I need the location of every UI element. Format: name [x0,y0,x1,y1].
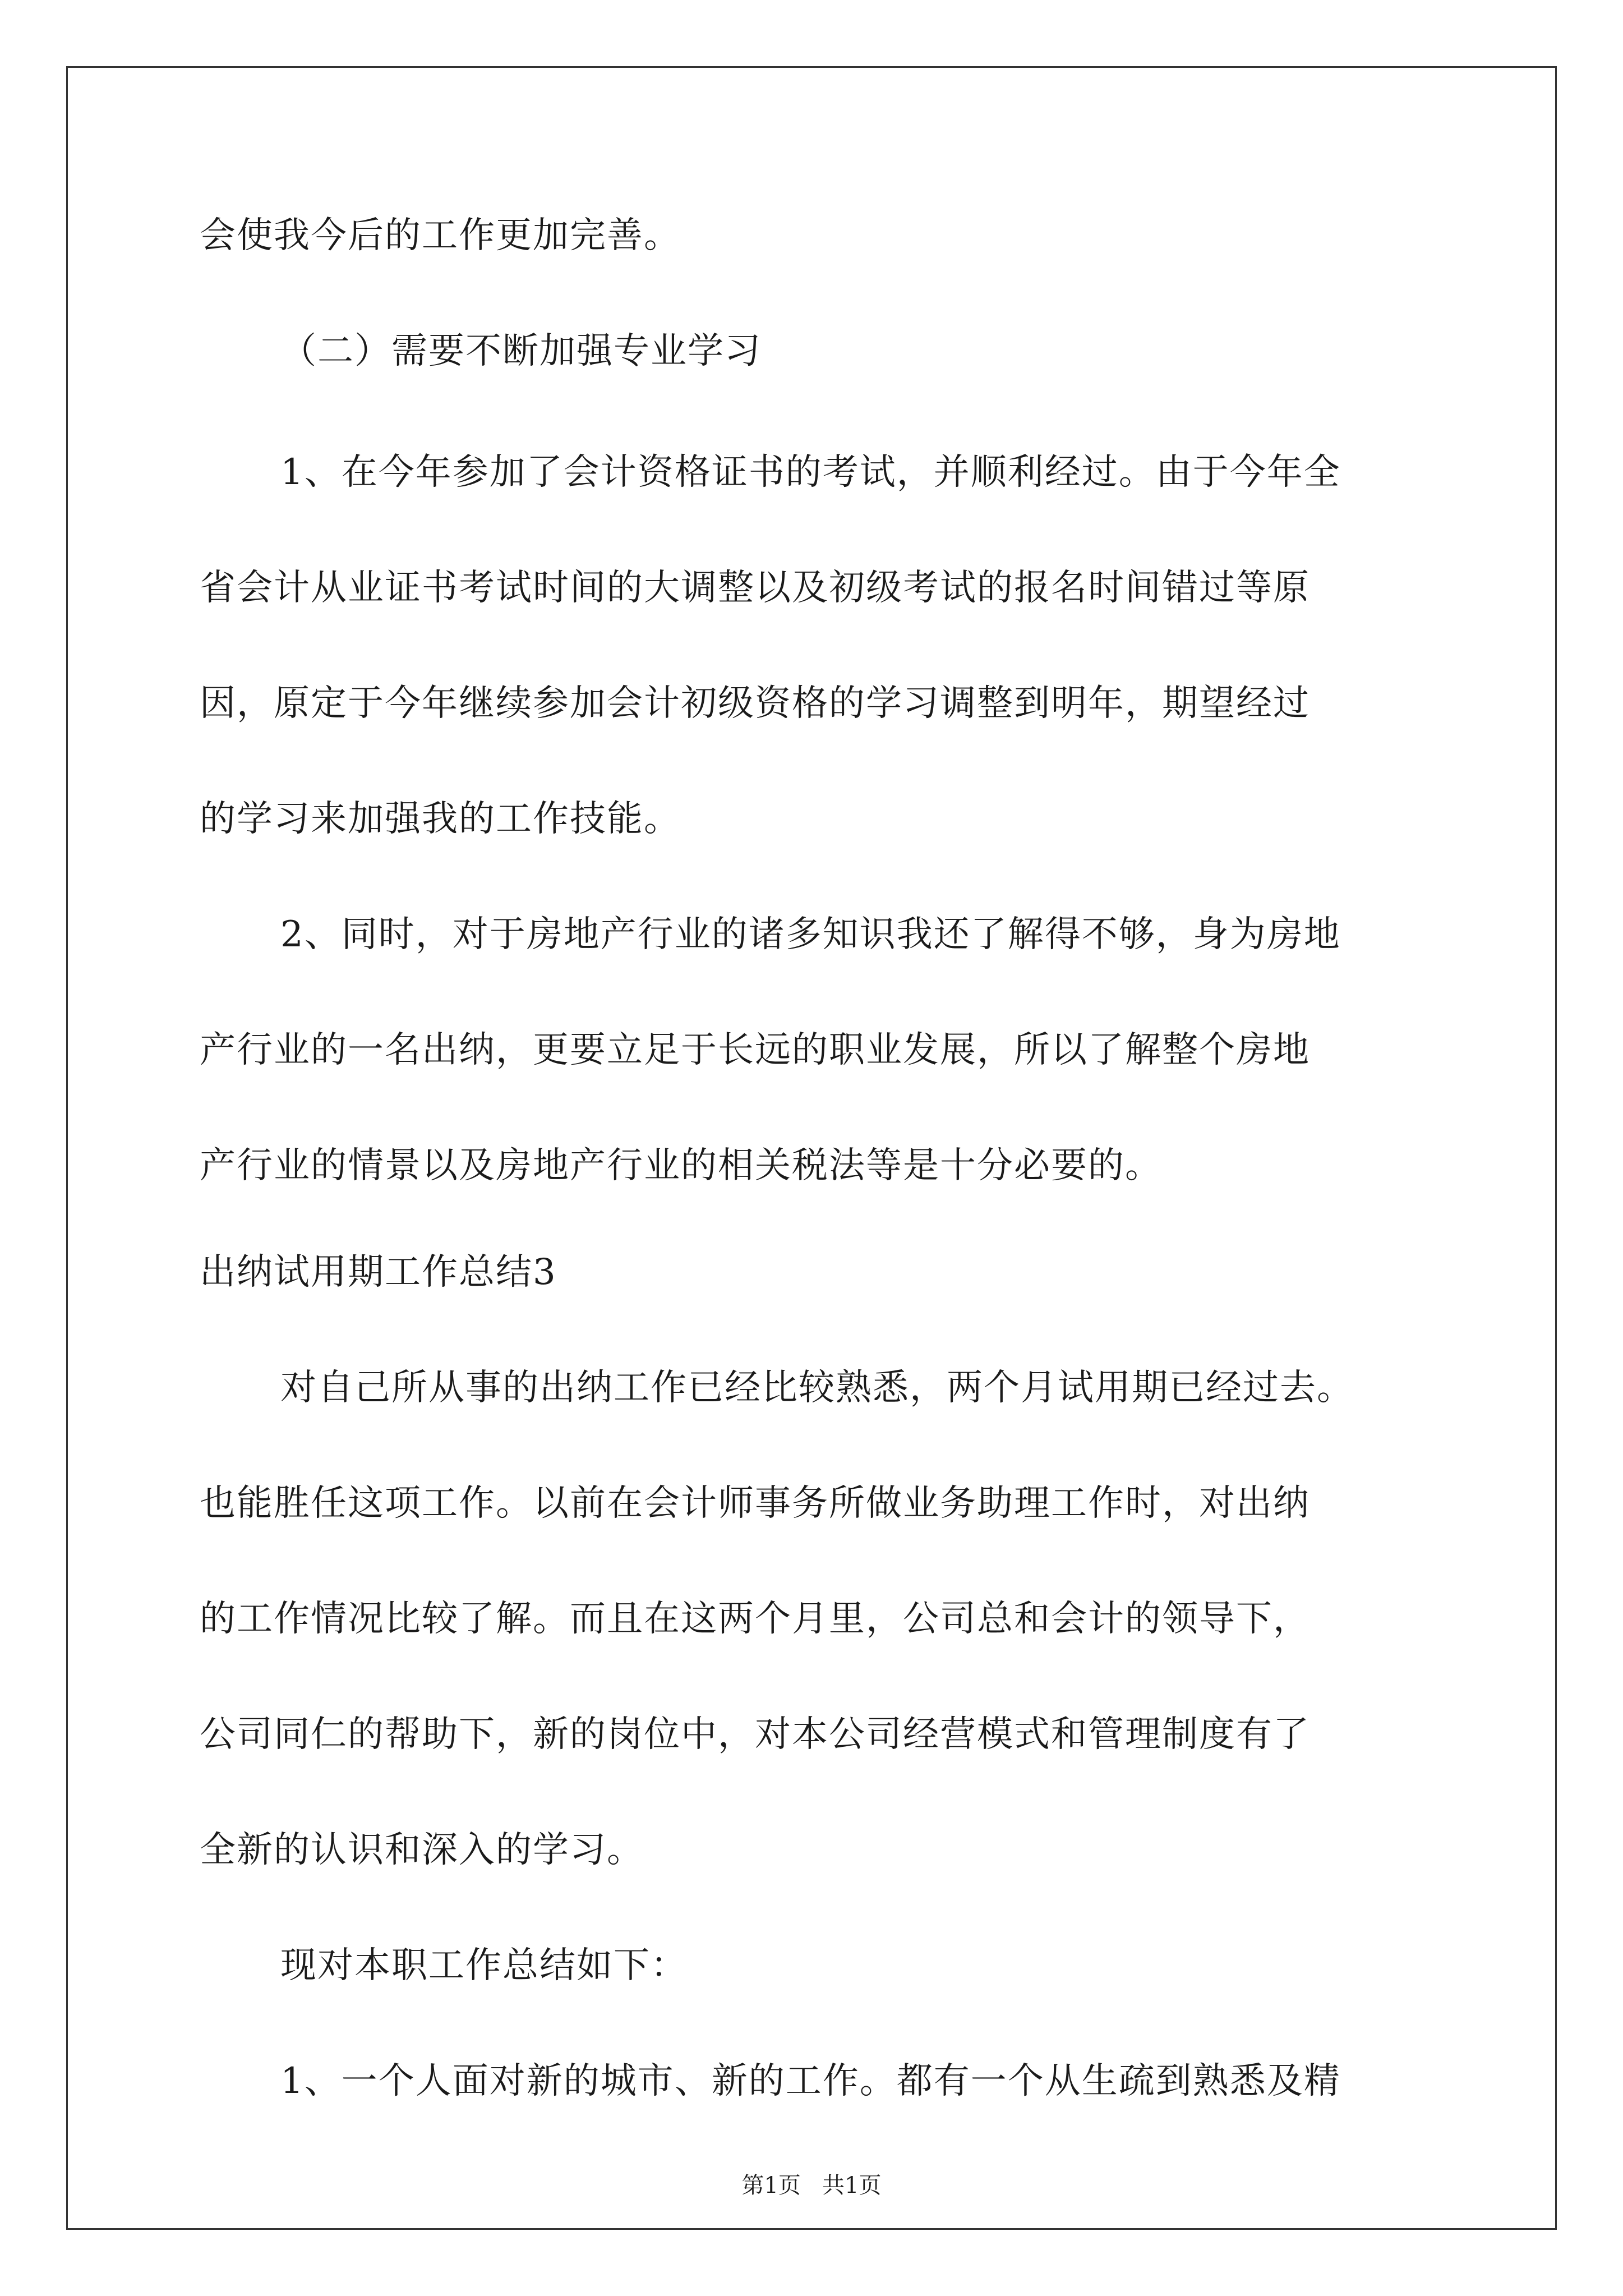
page-footer: 第1页 共1页 [741,2173,882,2198]
paragraph-line: 会使我今后的工作更加完善。 [200,215,681,256]
paragraph-line: 也能胜任这项工作。以前在会计师事务所做业务助理工作时，对出纳 [200,1483,1310,1524]
document-title: 出纳试用期工作总结3 [200,1251,557,1293]
paragraph-line: 产行业的一名出纳，更要立足于长远的职业发展，所以了解整个房地 [200,1029,1310,1071]
paragraph-line: 的学习来加强我的工作技能。 [200,798,681,840]
paragraph-line: 1、一个人面对新的城市、新的工作。都有一个从生疏到熟悉及精 [280,2060,1341,2102]
paragraph-line: 1、在今年参加了会计资格证书的考试，并顺利经过。由于今年全 [280,452,1341,493]
section-heading: （二）需要不断加强专业学习 [280,330,762,372]
paragraph-line: 因，原定于今年继续参加会计初级资格的学习调整到明年，期望经过 [200,683,1310,724]
paragraph-line: 对自己所从事的出纳工作已经比较熟悉，两个月试用期已经过去。 [280,1367,1354,1409]
paragraph-line: 全新的认识和深入的学习。 [200,1829,644,1871]
paragraph-line: 现对本职工作总结如下： [280,1945,688,1986]
paragraph-line: 的工作情况比较了解。而且在这两个月里，公司总和会计的领导下， [200,1598,1310,1640]
paragraph-line: 公司同仁的帮助下，新的岗位中，对本公司经营模式和管理制度有了 [200,1714,1310,1755]
paragraph-line: 产行业的情景以及房地产行业的相关税法等是十分必要的。 [200,1145,1162,1186]
paragraph-line: 2、同时，对于房地产行业的诸多知识我还了解得不够，身为房地 [280,914,1341,955]
paragraph-line: 省会计从业证书考试时间的大调整以及初级考试的报名时间错过等原 [200,567,1310,609]
